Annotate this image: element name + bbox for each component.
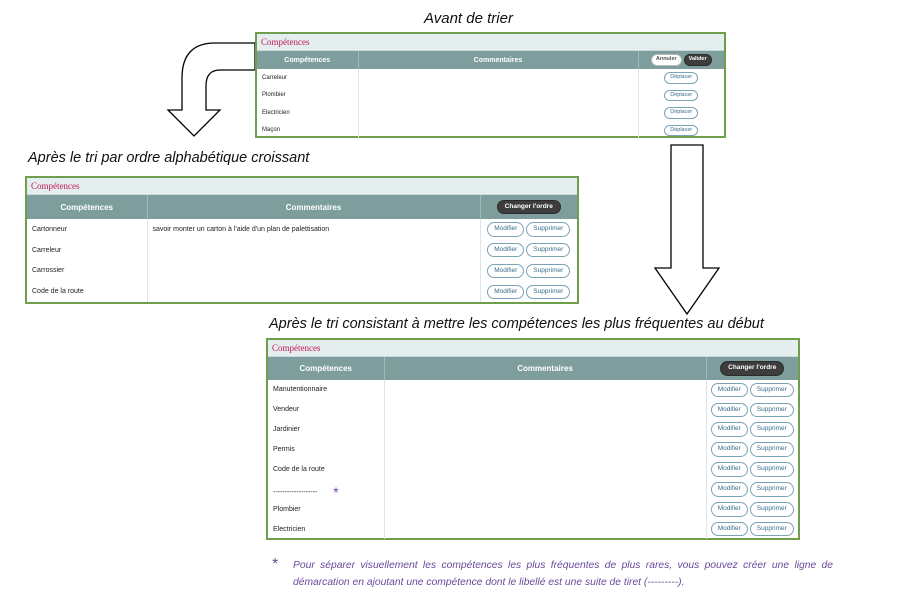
table-row [257,87,724,105]
column-header-skills: Compétences [268,357,384,380]
comment-cell [147,261,480,282]
comment-cell [384,440,706,460]
skill-cell: Jardinier [268,420,384,440]
edit-button[interactable]: Modifier [711,462,748,477]
delete-button[interactable]: Supprimer [750,522,794,537]
table-row [268,460,798,480]
skill-cell: Code de la route [27,281,147,302]
skill-cell: Electricien [257,104,358,122]
skill-cell: Carreleur [27,240,147,261]
actions-cell [706,499,798,519]
caption-before-sort: Avant de trier [424,10,513,27]
column-header-skills: Compétences [257,51,358,69]
actions-cell [706,479,798,499]
down-arrow-icon [652,144,722,316]
panel-title: Compétences [257,34,724,51]
actions-cell [480,281,577,302]
edit-button[interactable]: Modifier [487,285,524,300]
panel-title: Compétences [27,178,577,195]
column-header-actions [706,357,798,380]
cancel-button[interactable]: Annuler [651,54,682,66]
edit-button[interactable]: Modifier [711,442,748,457]
table-row [27,219,577,240]
change-order-button[interactable]: Changer l'ordre [720,361,784,376]
comment-cell [358,87,638,105]
table-row [268,380,798,400]
table-row [268,440,798,460]
footnote-text: Pour séparer visuellement les compétences les plus fréquentes de plus rares, vous pouvez créer une ligne de démarcation en ajoutant une compétence dont le libellé est une suite de tiret (---------). [293,560,833,588]
table-row [268,499,798,519]
separator-label: ------------------- [273,489,318,497]
skill-cell: Carreleur [257,69,358,87]
comment-cell [384,519,706,539]
comment-cell [384,460,706,480]
edit-button[interactable]: Modifier [487,264,524,279]
actions-cell [638,69,724,87]
actions-cell [706,420,798,440]
comment-cell [384,380,706,400]
edit-button[interactable]: Modifier [711,403,748,418]
delete-button[interactable]: Supprimer [750,403,794,418]
asterisk-icon: * [272,556,279,573]
move-button[interactable]: Déplacer [664,107,698,119]
edit-button[interactable]: Modifier [711,422,748,437]
comment-cell [147,281,480,302]
comment-cell [358,104,638,122]
actions-cell [706,460,798,480]
separator-row [268,479,798,499]
table-row [268,400,798,420]
move-button[interactable]: Déplacer [664,125,698,137]
column-header-actions [638,51,724,69]
table-header [27,195,577,219]
delete-button[interactable]: Supprimer [526,285,570,300]
skill-cell: Plombier [257,87,358,105]
column-header-actions [480,195,577,219]
delete-button[interactable]: Supprimer [526,264,570,279]
skill-cell: Carrossier [27,261,147,282]
skill-cell: Electricien [268,519,384,539]
actions-cell [480,261,577,282]
actions-cell [706,380,798,400]
comment-cell [358,122,638,140]
skill-cell: Vendeur [268,400,384,420]
comment-cell [384,479,706,499]
curved-arrow-icon [160,40,260,140]
caption-alphabetical-sort: Après le tri par ordre alphabétique croissant [28,150,310,166]
actions-cell [480,219,577,240]
delete-button[interactable]: Supprimer [750,502,794,517]
edit-button[interactable]: Modifier [711,383,748,398]
edit-button[interactable]: Modifier [711,482,748,497]
table-row [257,122,724,140]
skills-panel-alphabetical [25,176,579,304]
delete-button[interactable]: Supprimer [750,422,794,437]
edit-button[interactable]: Modifier [711,502,748,517]
skills-panel-frequency [266,338,800,540]
caption-frequency-sort: Après le tri consistant à mettre les compétences les plus fréquentes au début [269,316,764,332]
comment-cell [358,69,638,87]
edit-button[interactable]: Modifier [487,243,524,258]
table-header [257,51,724,69]
actions-cell [638,104,724,122]
actions-cell [638,87,724,105]
delete-button[interactable]: Supprimer [750,383,794,398]
comment-cell [384,400,706,420]
actions-cell [706,400,798,420]
table-row [257,104,724,122]
actions-cell [638,122,724,140]
column-header-comments: Commentaires [358,51,638,69]
skill-cell: Plombier [268,499,384,519]
skill-cell: Code de la route [268,460,384,480]
table-row [257,69,724,87]
edit-button[interactable]: Modifier [711,522,748,537]
move-button[interactable]: Déplacer [664,90,698,102]
delete-button[interactable]: Supprimer [750,442,794,457]
move-button[interactable]: Déplacer [664,72,698,84]
delete-button[interactable]: Supprimer [526,222,570,237]
skill-cell: Cartonneur [27,219,147,240]
skill-cell [268,479,384,499]
panel-title: Compétences [268,340,798,357]
table-row [268,519,798,539]
skills-table [257,51,724,139]
comment-cell: savoir monter un carton à l'aide d'un plan de palettisation [147,219,480,240]
skill-cell: Maçon [257,122,358,140]
table-header [268,357,798,380]
delete-button[interactable]: Supprimer [526,243,570,258]
actions-cell [706,519,798,539]
skill-cell: Manutentionnaire [268,380,384,400]
comment-cell [147,240,480,261]
table-row [27,261,577,282]
actions-cell [706,440,798,460]
asterisk-icon: * [333,484,339,501]
skills-table [268,357,798,539]
skills-panel-before-sort [255,32,726,138]
column-header-skills: Compétences [27,195,147,219]
column-header-comments: Commentaires [147,195,480,219]
table-row [268,420,798,440]
skill-cell: Permis [268,440,384,460]
edit-button[interactable]: Modifier [487,222,524,237]
table-row [27,281,577,302]
comment-cell [384,499,706,519]
change-order-button[interactable]: Changer l'ordre [497,200,561,215]
table-row [27,240,577,261]
column-header-comments: Commentaires [384,357,706,380]
delete-button[interactable]: Supprimer [750,462,794,477]
skills-table [27,195,577,302]
actions-cell [480,240,577,261]
delete-button[interactable]: Supprimer [750,482,794,497]
comment-cell [384,420,706,440]
validate-button[interactable]: Valider [684,54,712,66]
